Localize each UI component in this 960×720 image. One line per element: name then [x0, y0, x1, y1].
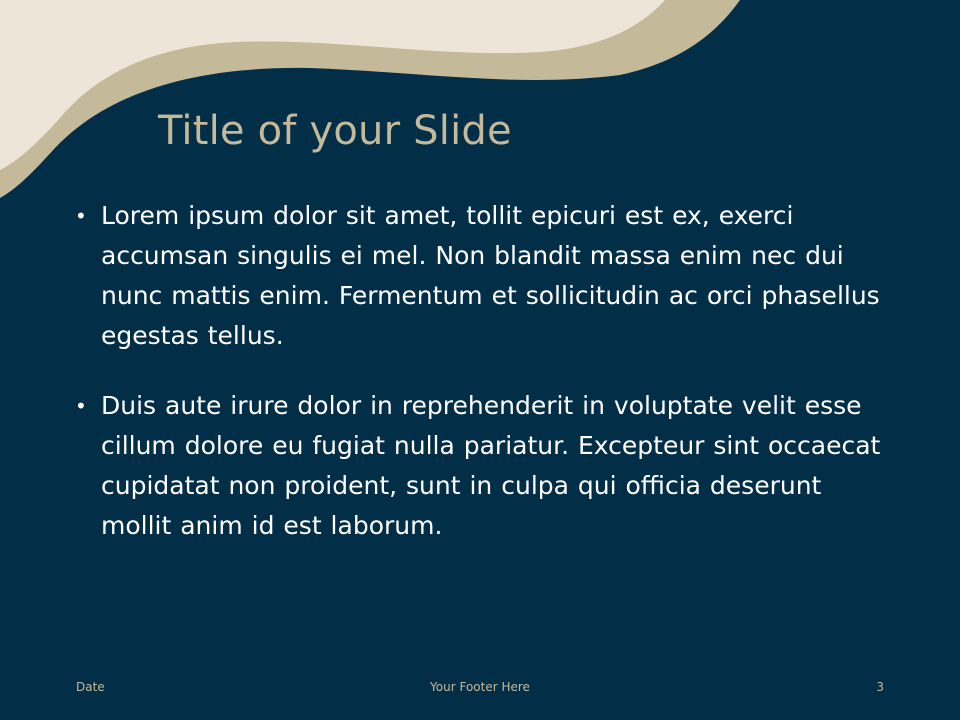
footer-text: Your Footer Here: [430, 680, 530, 694]
slide-title: Title of your Slide: [158, 108, 512, 154]
footer-page-number: 3: [876, 680, 884, 694]
footer-date: Date: [76, 680, 105, 694]
bullet-text: Lorem ipsum dolor sit amet, tollit epicuri est ex, exerci accumsan singulis ei mel. Non blandit massa enim nec dui nunc mattis enim. Fermentum et sollicitudin ac orci phasellus egestas tellus.: [101, 201, 880, 350]
bullet-text: Duis aute irure dolor in reprehenderit in voluptate velit esse cillum dolore eu fugiat nulla pariatur. Excepteur sint occaecat cupidatat non proident, sunt in culpa qui officia deserunt mollit anim id est laborum.: [101, 391, 881, 540]
bullet-dot-icon: •: [75, 204, 87, 228]
bullet-item: [75, 386, 885, 546]
bullet-item: [75, 196, 885, 356]
bullet-dot-icon: •: [75, 394, 87, 418]
bullet-list: [75, 196, 885, 576]
